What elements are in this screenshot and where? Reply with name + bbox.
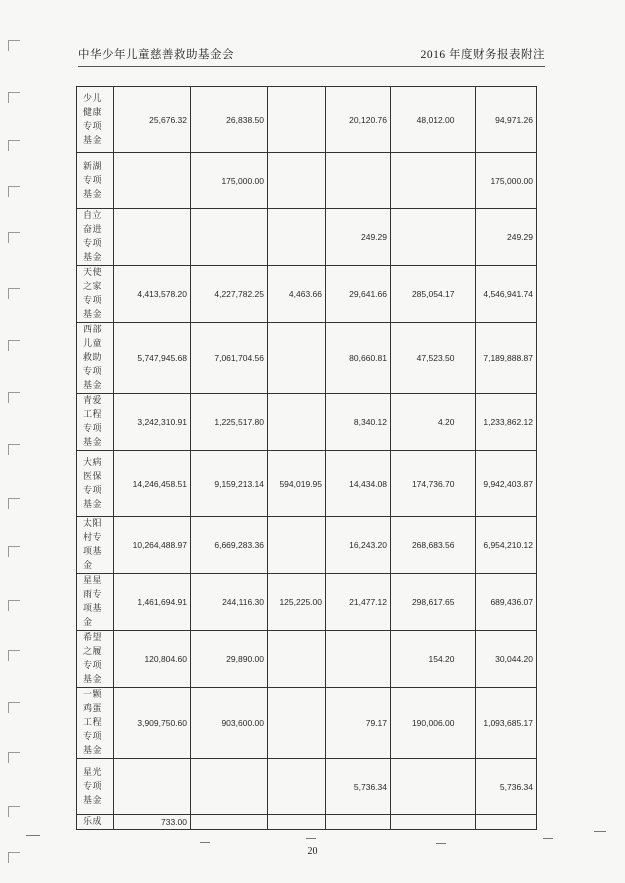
amount-cell: 16,243.20 [326, 517, 391, 574]
amount-cell: 1,461,694.91 [114, 574, 191, 631]
amount-cell: 903,600.00 [191, 688, 268, 759]
fund-name: 一颗鸡蛋工程专项基金 [77, 688, 114, 759]
amount-cell: 21,477.12 [326, 574, 391, 631]
amount-cell [268, 394, 326, 451]
amount-cell [191, 815, 268, 830]
amount-cell: 14,434.08 [326, 451, 391, 517]
amount-cell: 9,159,213.14 [191, 451, 268, 517]
amount-cell [268, 209, 326, 266]
amount-cell: 20,120.76 [326, 87, 391, 153]
amount-cell [268, 688, 326, 759]
table-row [77, 153, 537, 209]
amount-cell [391, 815, 458, 830]
fund-name: 青爱工程专项基金 [77, 394, 114, 451]
amount-cell [326, 153, 391, 209]
amount-cell [458, 815, 476, 830]
amount-cell: 4.20 [391, 394, 458, 451]
page-number: 20 [307, 846, 318, 857]
fund-name: 希望之履专项基金 [77, 631, 114, 688]
amount-cell [458, 323, 476, 394]
amount-cell: 79.17 [326, 688, 391, 759]
amount-cell: 4,546,941.74 [476, 266, 537, 323]
amount-cell: 7,061,704.56 [191, 323, 268, 394]
amount-cell: 25,676.32 [114, 87, 191, 153]
amount-cell: 249.29 [476, 209, 537, 266]
fund-name: 太阳村专项基金 [77, 517, 114, 574]
table-row [77, 323, 537, 394]
fund-name: 星光专项基金 [77, 759, 114, 815]
amount-cell: 285,054.17 [391, 266, 458, 323]
amount-cell: 5,747,945.68 [114, 323, 191, 394]
amount-cell: 4,463.66 [268, 266, 326, 323]
table-row [77, 266, 537, 323]
table-row [77, 688, 537, 759]
amount-cell [458, 394, 476, 451]
amount-cell: 1,233,862.12 [476, 394, 537, 451]
report-title: 2016 年度财务报表附注 [420, 49, 545, 61]
table-row [77, 394, 537, 451]
amount-cell: 175,000.00 [476, 153, 537, 209]
fund-name: 自立奋进专项基金 [77, 209, 114, 266]
amount-cell: 154.20 [391, 631, 458, 688]
amount-cell: 244,116.30 [191, 574, 268, 631]
fund-name: 乐成 [77, 815, 114, 830]
amount-cell [268, 87, 326, 153]
amount-cell [458, 153, 476, 209]
amount-cell [268, 517, 326, 574]
amount-cell [458, 631, 476, 688]
amount-cell [391, 153, 458, 209]
fund-name: 少儿健康专项基金 [77, 87, 114, 153]
amount-cell: 5,736.34 [326, 759, 391, 815]
amount-cell: 268,683.56 [391, 517, 458, 574]
amount-cell [391, 759, 458, 815]
amount-cell: 47,523.50 [391, 323, 458, 394]
amount-cell: 3,242,310.91 [114, 394, 191, 451]
amount-cell [458, 574, 476, 631]
amount-cell [458, 266, 476, 323]
amount-cell [458, 688, 476, 759]
amount-cell: 1,093,685.17 [476, 688, 537, 759]
amount-cell [458, 87, 476, 153]
amount-cell: 6,954,210.12 [476, 517, 537, 574]
amount-cell: 3,909,750.60 [114, 688, 191, 759]
amount-cell [114, 153, 191, 209]
table-row [77, 631, 537, 688]
table-row [77, 815, 537, 830]
amount-cell [114, 759, 191, 815]
amount-cell: 6,669,283.36 [191, 517, 268, 574]
amount-cell: 5,736.34 [476, 759, 537, 815]
amount-cell [458, 759, 476, 815]
organization-name: 中华少年儿童慈善救助基金会 [78, 49, 234, 61]
amount-cell [191, 209, 268, 266]
fund-name: 天使之家专项基金 [77, 266, 114, 323]
amount-cell: 120,804.60 [114, 631, 191, 688]
amount-cell: 94,971.26 [476, 87, 537, 153]
amount-cell: 9,942,403.87 [476, 451, 537, 517]
amount-cell [458, 209, 476, 266]
amount-cell [476, 815, 537, 830]
amount-cell [268, 815, 326, 830]
amount-cell [268, 153, 326, 209]
amount-cell: 733.00 [114, 815, 191, 830]
amount-cell: 29,890.00 [191, 631, 268, 688]
amount-cell: 8,340.12 [326, 394, 391, 451]
fund-name: 西部儿童救助专项基金 [77, 323, 114, 394]
amount-cell: 249.29 [326, 209, 391, 266]
table-row [77, 209, 537, 266]
fund-name: 星星雨专项基金 [77, 574, 114, 631]
table-row [77, 451, 537, 517]
amount-cell: 48,012.00 [391, 87, 458, 153]
amount-cell [191, 759, 268, 815]
amount-cell: 4,413,578.20 [114, 266, 191, 323]
amount-cell: 14,246,458.51 [114, 451, 191, 517]
page-header [78, 46, 545, 64]
amount-cell: 594,019.95 [268, 451, 326, 517]
amount-cell: 26,838.50 [191, 87, 268, 153]
amount-cell: 4,227,782.25 [191, 266, 268, 323]
amount-cell [326, 631, 391, 688]
amount-cell [268, 323, 326, 394]
amount-cell [326, 815, 391, 830]
amount-cell [268, 759, 326, 815]
amount-cell: 29,641.66 [326, 266, 391, 323]
amount-cell: 298,617.65 [391, 574, 458, 631]
amount-cell: 80,660.81 [326, 323, 391, 394]
amount-cell: 175,000.00 [191, 153, 268, 209]
table-row [77, 759, 537, 815]
fund-name: 新湖专项基金 [77, 153, 114, 209]
amount-cell [268, 631, 326, 688]
amount-cell [391, 209, 458, 266]
amount-cell: 125,225.00 [268, 574, 326, 631]
amount-cell: 174,736.70 [391, 451, 458, 517]
amount-cell [458, 451, 476, 517]
fund-name: 大病医保专项基金 [77, 451, 114, 517]
fund-table [76, 86, 537, 830]
amount-cell: 10,264,488.97 [114, 517, 191, 574]
header-rule [78, 66, 545, 67]
amount-cell [114, 209, 191, 266]
table-row [77, 574, 537, 631]
amount-cell [458, 517, 476, 574]
table-row [77, 517, 537, 574]
table-row [77, 87, 537, 153]
amount-cell: 30,044.20 [476, 631, 537, 688]
amount-cell: 190,006.00 [391, 688, 458, 759]
amount-cell: 1,225,517.80 [191, 394, 268, 451]
amount-cell: 7,189,888.87 [476, 323, 537, 394]
amount-cell: 689,436.07 [476, 574, 537, 631]
